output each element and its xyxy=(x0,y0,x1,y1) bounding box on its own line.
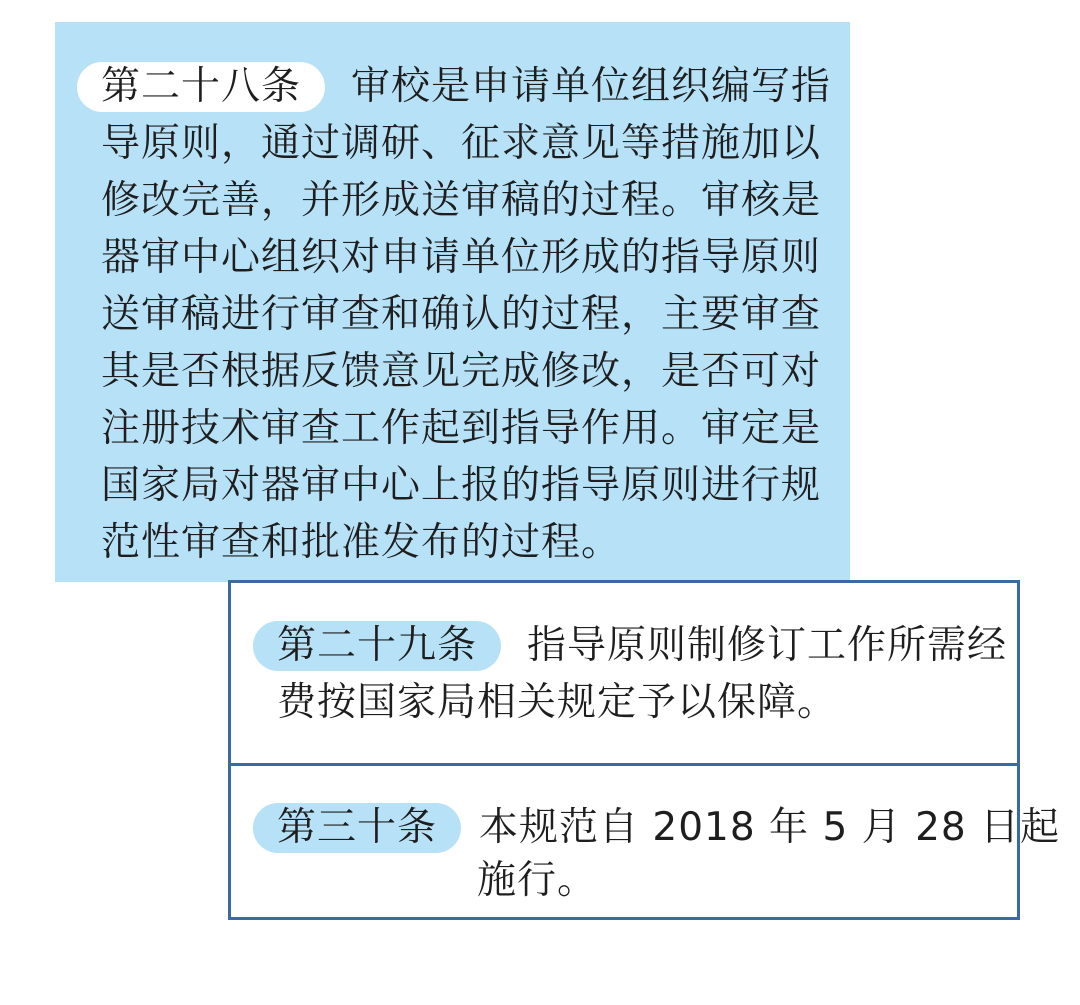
article-28-first-line xyxy=(77,62,831,112)
article-28-block xyxy=(55,22,850,582)
article-28-line-1: 审校是申请单位组织编写指 xyxy=(351,64,832,109)
article-29-line-1: 指导原则制修订工作所需经 xyxy=(527,623,1008,668)
article-28-line-3: 修改完善，并形成送审稿的过程。审核是 xyxy=(101,178,822,223)
article-30-line-1: 本规范自 2018 年 5 月 28 日起 xyxy=(479,805,1061,850)
section-divider xyxy=(231,763,1017,766)
article-28-line-6: 其是否根据反馈意见完成修改，是否可对 xyxy=(101,349,822,394)
article-29-line-2: 费按国家局相关规定予以保障。 xyxy=(277,680,838,725)
articles-29-30-box xyxy=(228,580,1061,920)
article-28-line-9: 范性审查和批准发布的过程。 xyxy=(101,520,622,565)
article-28-line-5: 送审稿进行审查和确认的过程，主要审查 xyxy=(101,292,822,337)
article-30-first-line xyxy=(253,803,1060,853)
article-29-first-line xyxy=(253,621,1007,671)
article-28-label: 第二十八条 xyxy=(77,62,325,112)
article-29-label: 第二十九条 xyxy=(253,621,501,671)
article-28-line-2: 导原则，通过调研、征求意见等措施加以 xyxy=(101,121,822,166)
article-28-line-4: 器审中心组织对申请单位形成的指导原则 xyxy=(101,235,822,280)
article-28-line-7: 注册技术审查工作起到指导作用。审定是 xyxy=(101,406,822,451)
article-28-line-8: 国家局对器审中心上报的指导原则进行规 xyxy=(101,463,822,508)
article-30-label: 第三十条 xyxy=(253,803,461,853)
article-30-line-2: 施行。 xyxy=(477,858,598,903)
